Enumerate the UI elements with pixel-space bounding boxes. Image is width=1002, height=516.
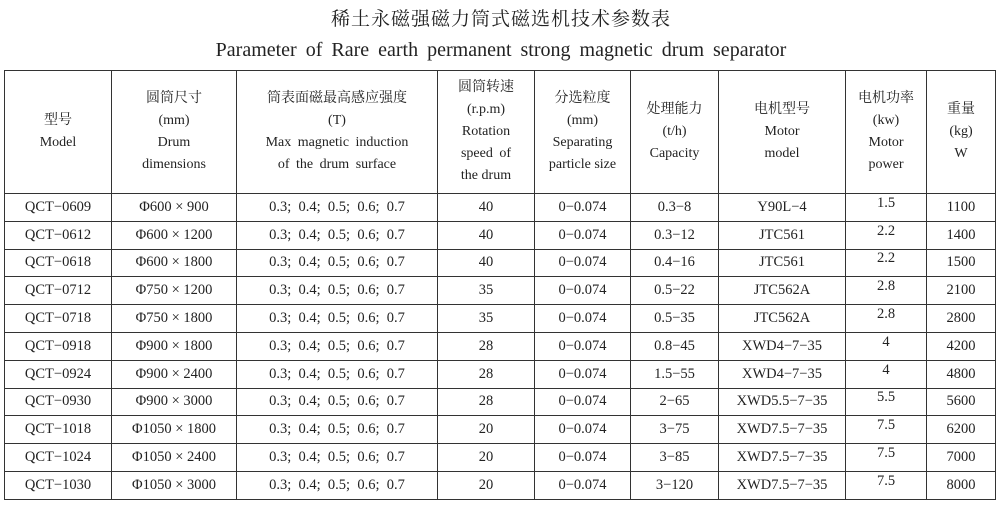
- cell-drum-dimensions: Φ1050 × 3000: [112, 471, 237, 499]
- cell-rotation-speed: 35: [438, 305, 535, 333]
- cell-weight: 1500: [927, 249, 996, 277]
- motor-power-value: 5.5: [876, 389, 896, 406]
- cell-particle-size: 0−0.074: [535, 332, 631, 360]
- cell-motor-power: [846, 332, 927, 360]
- cell-capacity: 0.8−45: [631, 332, 719, 360]
- cell-particle-size: 0−0.074: [535, 416, 631, 444]
- cell-drum-dimensions: Φ600 × 1200: [112, 221, 237, 249]
- cell-motor-model: XWD7.5−7−35: [719, 471, 846, 499]
- header-row: [5, 71, 996, 194]
- cell-magnetic-induction: 0.3; 0.4; 0.5; 0.6; 0.7: [237, 221, 438, 249]
- cell-particle-size: 0−0.074: [535, 471, 631, 499]
- motor-power-value: 4: [882, 361, 890, 378]
- cell-model: QCT−0930: [5, 388, 112, 416]
- motor-power-value: 2.8: [876, 306, 896, 323]
- motor-power-value: 7.5: [876, 417, 896, 434]
- header-motor-power: 电机功率 (kw) Motor power: [846, 71, 927, 194]
- cell-motor-power: [846, 471, 927, 499]
- cell-drum-dimensions: Φ900 × 2400: [112, 360, 237, 388]
- header-motor-model: 电机型号 Motor model: [719, 71, 846, 194]
- cell-motor-power: [846, 249, 927, 277]
- cell-rotation-speed: 40: [438, 249, 535, 277]
- cell-motor-power: [846, 360, 927, 388]
- cell-capacity: 1.5−55: [631, 360, 719, 388]
- cell-model: QCT−1024: [5, 444, 112, 472]
- cell-model: QCT−1030: [5, 471, 112, 499]
- cell-particle-size: 0−0.074: [535, 388, 631, 416]
- cell-particle-size: 0−0.074: [535, 360, 631, 388]
- cell-rotation-speed: 28: [438, 332, 535, 360]
- motor-power-value: 7.5: [876, 445, 896, 462]
- table-row: [5, 471, 996, 499]
- motor-power-value: 2.2: [876, 250, 896, 267]
- cell-motor-power: [846, 444, 927, 472]
- table-row: [5, 388, 996, 416]
- cell-model: QCT−0618: [5, 249, 112, 277]
- table-row: [5, 249, 996, 277]
- cell-motor-power: [846, 305, 927, 333]
- cell-capacity: 3−120: [631, 471, 719, 499]
- title-chinese: 稀土永磁强磁力筒式磁选机技术参数表: [330, 8, 671, 30]
- cell-drum-dimensions: Φ750 × 1800: [112, 305, 237, 333]
- header-rotation-speed: 圆筒转速 (r.p.m) Rotation speed of the drum: [438, 71, 535, 194]
- cell-model: QCT−0712: [5, 277, 112, 305]
- cell-drum-dimensions: Φ900 × 1800: [112, 332, 237, 360]
- cell-weight: 1100: [927, 194, 996, 222]
- cell-capacity: 0.5−35: [631, 305, 719, 333]
- table-body: [5, 194, 996, 500]
- cell-rotation-speed: 40: [438, 194, 535, 222]
- cell-capacity: 0.5−22: [631, 277, 719, 305]
- table-row: [5, 444, 996, 472]
- motor-power-value: 2.2: [876, 222, 896, 239]
- cell-weight: 2800: [927, 305, 996, 333]
- parameter-table: [4, 70, 996, 500]
- cell-motor-power: [846, 416, 927, 444]
- cell-rotation-speed: 20: [438, 444, 535, 472]
- cell-drum-dimensions: Φ600 × 1800: [112, 249, 237, 277]
- cell-particle-size: 0−0.074: [535, 194, 631, 222]
- header-model: 型号 Model: [5, 71, 112, 194]
- cell-weight: 7000: [927, 444, 996, 472]
- table-row: [5, 360, 996, 388]
- motor-power-value: 7.5: [876, 472, 896, 489]
- cell-motor-model: Y90L−4: [719, 194, 846, 222]
- cell-capacity: 0.3−8: [631, 194, 719, 222]
- cell-weight: 5600: [927, 388, 996, 416]
- cell-model: QCT−0918: [5, 332, 112, 360]
- cell-magnetic-induction: 0.3; 0.4; 0.5; 0.6; 0.7: [237, 416, 438, 444]
- cell-model: QCT−0924: [5, 360, 112, 388]
- cell-motor-model: XWD4−7−35: [719, 360, 846, 388]
- cell-capacity: 0.3−12: [631, 221, 719, 249]
- cell-magnetic-induction: 0.3; 0.4; 0.5; 0.6; 0.7: [237, 471, 438, 499]
- cell-motor-model: JTC562A: [719, 277, 846, 305]
- cell-particle-size: 0−0.074: [535, 249, 631, 277]
- cell-drum-dimensions: Φ750 × 1200: [112, 277, 237, 305]
- table-row: [5, 221, 996, 249]
- cell-drum-dimensions: Φ900 × 3000: [112, 388, 237, 416]
- cell-particle-size: 0−0.074: [535, 221, 631, 249]
- cell-magnetic-induction: 0.3; 0.4; 0.5; 0.6; 0.7: [237, 388, 438, 416]
- cell-magnetic-induction: 0.3; 0.4; 0.5; 0.6; 0.7: [237, 249, 438, 277]
- cell-magnetic-induction: 0.3; 0.4; 0.5; 0.6; 0.7: [237, 444, 438, 472]
- cell-rotation-speed: 28: [438, 360, 535, 388]
- cell-drum-dimensions: Φ600 × 900: [112, 194, 237, 222]
- cell-particle-size: 0−0.074: [535, 444, 631, 472]
- cell-weight: 4200: [927, 332, 996, 360]
- cell-motor-model: XWD4−7−35: [719, 332, 846, 360]
- cell-capacity: 3−85: [631, 444, 719, 472]
- cell-capacity: 0.4−16: [631, 249, 719, 277]
- cell-rotation-speed: 20: [438, 471, 535, 499]
- cell-weight: 6200: [927, 416, 996, 444]
- cell-weight: 1400: [927, 221, 996, 249]
- title-english: Parameter of Rare earth permanent strong magnetic drum separator: [215, 39, 787, 61]
- cell-weight: 4800: [927, 360, 996, 388]
- cell-capacity: 2−65: [631, 388, 719, 416]
- cell-motor-power: [846, 221, 927, 249]
- cell-motor-model: XWD7.5−7−35: [719, 444, 846, 472]
- cell-weight: 8000: [927, 471, 996, 499]
- cell-rotation-speed: 35: [438, 277, 535, 305]
- cell-motor-power: [846, 194, 927, 222]
- cell-magnetic-induction: 0.3; 0.4; 0.5; 0.6; 0.7: [237, 305, 438, 333]
- table-row: [5, 416, 996, 444]
- cell-magnetic-induction: 0.3; 0.4; 0.5; 0.6; 0.7: [237, 360, 438, 388]
- cell-magnetic-induction: 0.3; 0.4; 0.5; 0.6; 0.7: [237, 277, 438, 305]
- cell-weight: 2100: [927, 277, 996, 305]
- cell-capacity: 3−75: [631, 416, 719, 444]
- cell-rotation-speed: 28: [438, 388, 535, 416]
- header-weight: 重量 (kg) W: [927, 71, 996, 194]
- header-capacity: 处理能力 (t/h) Capacity: [631, 71, 719, 194]
- table-row: [5, 332, 996, 360]
- motor-power-value: 4: [882, 333, 890, 350]
- motor-power-value: 1.5: [876, 194, 896, 211]
- table-row: [5, 194, 996, 222]
- header-particle-size: 分选粒度 (mm) Separating particle size: [535, 71, 631, 194]
- cell-motor-power: [846, 388, 927, 416]
- cell-rotation-speed: 40: [438, 221, 535, 249]
- cell-magnetic-induction: 0.3; 0.4; 0.5; 0.6; 0.7: [237, 332, 438, 360]
- cell-motor-model: JTC561: [719, 249, 846, 277]
- cell-motor-model: JTC561: [719, 221, 846, 249]
- header-max-magnetic-induction: 筒表面磁最高感应强度 (T) Max magnetic induction of the drum surface: [237, 71, 438, 194]
- cell-particle-size: 0−0.074: [535, 305, 631, 333]
- header-drum-dimensions: 圆筒尺寸 (mm) Drum dimensions: [112, 71, 237, 194]
- cell-model: QCT−1018: [5, 416, 112, 444]
- cell-motor-model: XWD5.5−7−35: [719, 388, 846, 416]
- cell-drum-dimensions: Φ1050 × 2400: [112, 444, 237, 472]
- cell-motor-model: JTC562A: [719, 305, 846, 333]
- cell-magnetic-induction: 0.3; 0.4; 0.5; 0.6; 0.7: [237, 194, 438, 222]
- cell-motor-model: XWD7.5−7−35: [719, 416, 846, 444]
- table-row: [5, 277, 996, 305]
- table-row: [5, 305, 996, 333]
- cell-particle-size: 0−0.074: [535, 277, 631, 305]
- cell-rotation-speed: 20: [438, 416, 535, 444]
- cell-model: QCT−0612: [5, 221, 112, 249]
- cell-model: QCT−0609: [5, 194, 112, 222]
- cell-model: QCT−0718: [5, 305, 112, 333]
- cell-drum-dimensions: Φ1050 × 1800: [112, 416, 237, 444]
- cell-motor-power: [846, 277, 927, 305]
- motor-power-value: 2.8: [876, 278, 896, 295]
